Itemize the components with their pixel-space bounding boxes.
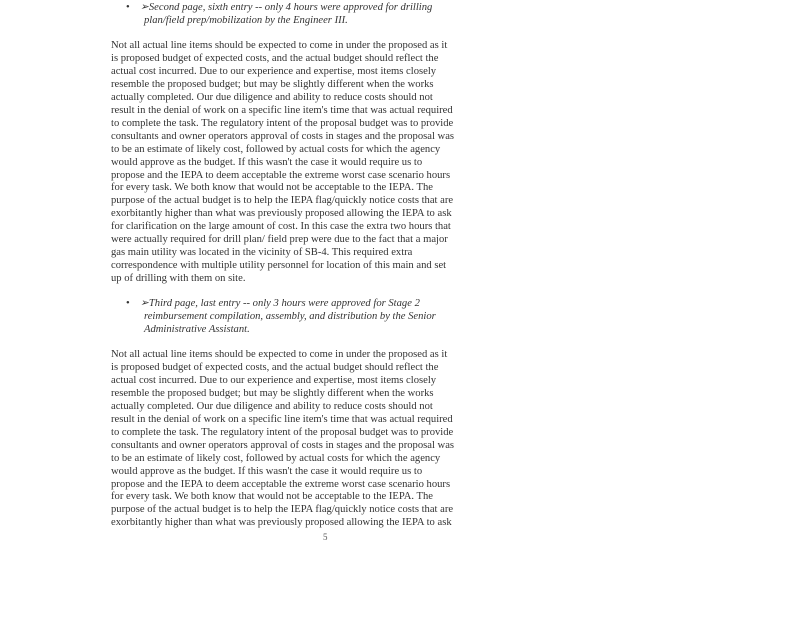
- paragraph-line: exorbitantly higher than what was previously proposed allowing the IEPA to ask: [111, 208, 452, 220]
- bullet-marker: •: [126, 298, 130, 309]
- bullet-line: ➢Second page, sixth entry -- only 4 hours were approved for drilling: [140, 2, 433, 13]
- paragraph-line: actually completed. Our due diligence and ability to reduce costs should not: [111, 400, 433, 412]
- paragraph-line: Not all actual line items should be expected to come in under the proposed as it: [111, 349, 448, 360]
- paragraph-line: correspondence with multiple utility personnel for location of this main and set: [111, 260, 447, 272]
- paragraph-admin-justification: [111, 349, 479, 530]
- paragraph-line: to be an estimate of likely cost, followed by actual costs for which the agency: [111, 452, 441, 464]
- page-number: 5: [323, 532, 328, 542]
- paragraph-line: would approve as the budget. If this wasn't the case it would require us to: [111, 156, 423, 168]
- paragraph-line: up of drilling with them on site.: [111, 273, 246, 285]
- paragraph-line: to complete the task. The regulatory intent of the proposal budget was to provide: [111, 426, 454, 438]
- paragraph-drilling-justification: [111, 40, 479, 286]
- paragraph-line: actually completed. Our due diligence and ability to reduce costs should not: [111, 91, 433, 103]
- paragraph-line: actual cost incurred. Due to our experience and expertise, most items closely: [111, 65, 437, 77]
- bullet-line: ➢Third page, last entry -- only 3 hours were approved for Stage 2: [140, 298, 420, 309]
- paragraph-line: resemble the proposed budget; but may be slightly different when the works: [111, 387, 434, 399]
- bullet-item-third-page: [126, 298, 476, 336]
- paragraph-line: to be an estimate of likely cost, followed by actual costs for which the agency: [111, 143, 441, 155]
- paragraph-line: purpose of the actual budget is to help the IEPA flag/quickly notice costs that are: [111, 195, 454, 207]
- paragraph-line: is proposed budget of expected costs, and the actual budget should reflect the: [111, 361, 439, 373]
- paragraph-line: consultants and owner operators approval of costs in stages and the proposal was: [111, 439, 455, 451]
- paragraph-line: would approve as the budget. If this wasn't the case it would require us to: [111, 465, 423, 477]
- paragraph-line: is proposed budget of expected costs, and the actual budget should reflect the: [111, 52, 439, 64]
- bullet-line: plan/field prep/mobilization by the Engineer III.: [144, 14, 348, 26]
- paragraph-line: propose and the IEPA to deem acceptable the extreme worst case scenario hours: [111, 169, 451, 181]
- bullet-marker: •: [126, 2, 130, 13]
- bullet-item-second-page: [126, 2, 476, 28]
- paragraph-line: Not all actual line items should be expected to come in under the proposed as it: [111, 40, 448, 51]
- bullet-line: reimbursement compilation, assembly, and distribution by the Senior: [144, 310, 436, 322]
- paragraph-line: consultants and owner operators approval of costs in stages and the proposal was: [111, 130, 455, 142]
- bullet-line: Administrative Assistant.: [144, 323, 250, 335]
- paragraph-line: purpose of the actual budget is to help the IEPA flag/quickly notice costs that are: [111, 504, 454, 516]
- paragraph-line: to complete the task. The regulatory intent of the proposal budget was to provide: [111, 117, 454, 129]
- paragraph-line: result in the denial of work on a specific line item's time that was actual required: [111, 413, 453, 425]
- paragraph-line: propose and the IEPA to deem acceptable the extreme worst case scenario hours: [111, 478, 451, 490]
- paragraph-line: were actually required for drill plan/ field prep were due to the fact that a major: [111, 234, 448, 246]
- paragraph-line: actual cost incurred. Due to our experience and expertise, most items closely: [111, 374, 437, 386]
- paragraph-line: for clarification on the large amount of cost. In this case the extra two hours that: [111, 221, 451, 233]
- paragraph-line: result in the denial of work on a specific line item's time that was actual required: [111, 104, 453, 116]
- paragraph-line: for every task. We both know that would not be acceptable to the IEPA. The: [111, 182, 433, 194]
- paragraph-line: exorbitantly higher than what was previously proposed allowing the IEPA to ask: [111, 517, 452, 529]
- paragraph-line: resemble the proposed budget; but may be slightly different when the works: [111, 78, 434, 90]
- paragraph-line: gas main utility was located in the vicinity of SB-4. This required extra: [111, 247, 413, 259]
- paragraph-line: for every task. We both know that would not be acceptable to the IEPA. The: [111, 491, 433, 503]
